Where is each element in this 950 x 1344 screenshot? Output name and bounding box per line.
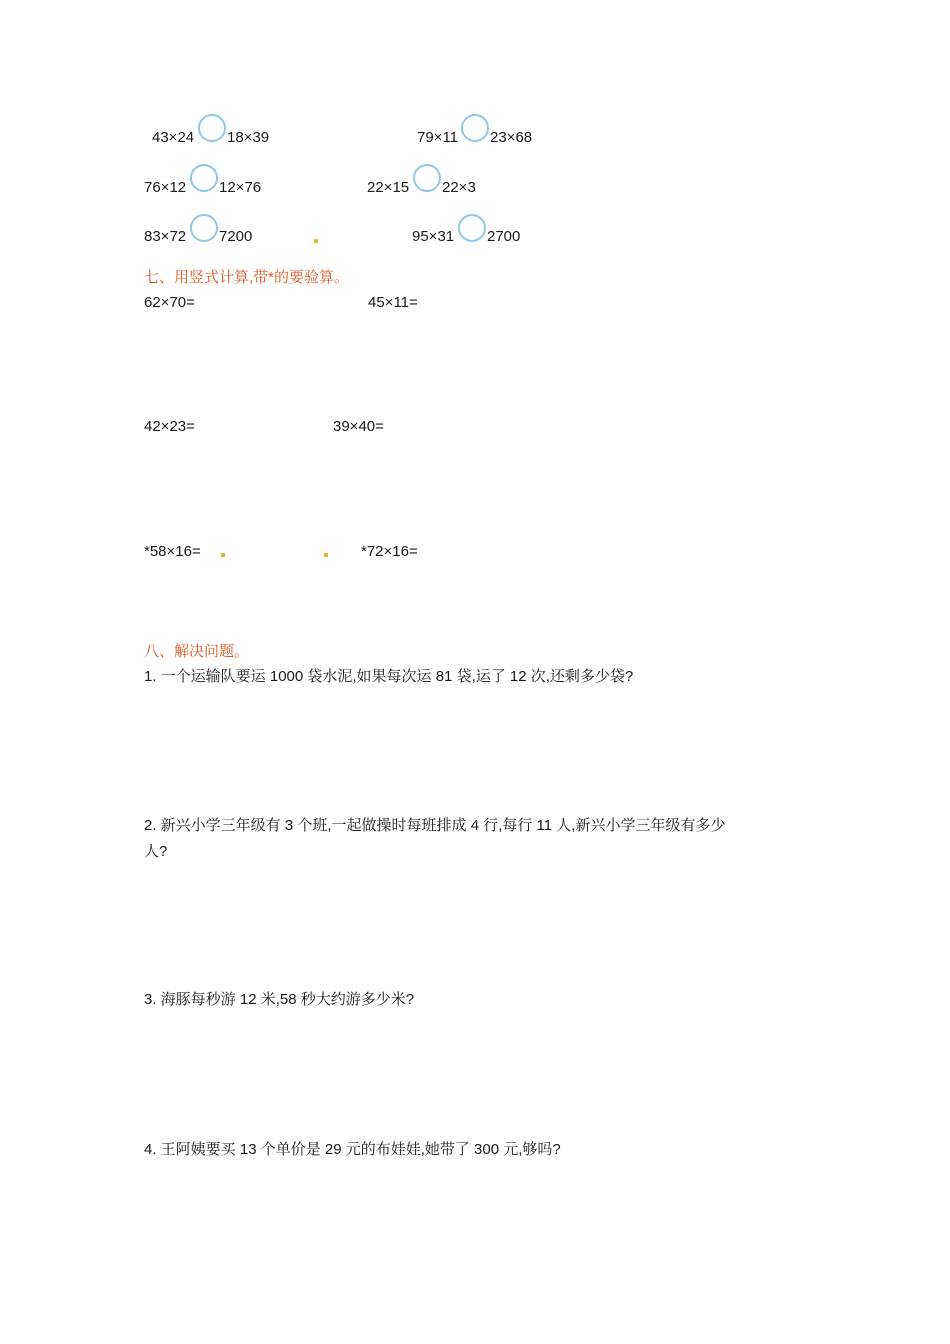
compare-right-expr: 18×39 <box>227 129 270 146</box>
compare-left-expr: 79×11 <box>417 129 459 146</box>
word-problem-3: 3. 海豚每秒游 12 米,58 秒大约游多少米? <box>144 991 415 1008</box>
compare-left-expr: 95×31 <box>412 228 455 245</box>
section-8-heading: 八、解决问题。 <box>144 643 250 660</box>
word-problem-4: 4. 王阿姨要买 13 个单价是 29 元的布娃娃,她带了 300 元,够吗? <box>144 1141 561 1158</box>
decorative-dot <box>314 239 318 243</box>
calc-problem: 45×11= <box>368 294 418 311</box>
compare-left-expr: 43×24 <box>152 129 195 146</box>
compare-answer-circle[interactable] <box>413 164 441 192</box>
calc-problem: *72×16= <box>361 543 418 560</box>
section-7-heading: 七、用竖式计算,带*的要验算。 <box>144 269 350 286</box>
calc-problem: 39×40= <box>333 418 384 435</box>
compare-answer-circle[interactable] <box>190 214 218 242</box>
compare-left-expr: 76×12 <box>144 179 187 196</box>
compare-right-expr: 2700 <box>487 228 521 245</box>
compare-right-expr: 23×68 <box>490 129 533 146</box>
decorative-dot <box>221 553 225 557</box>
compare-answer-circle[interactable] <box>190 164 218 192</box>
compare-answer-circle[interactable] <box>461 114 489 142</box>
calc-problem: 42×23= <box>144 418 195 435</box>
compare-right-expr: 7200 <box>219 228 253 245</box>
compare-answer-circle[interactable] <box>458 214 486 242</box>
word-problem-1: 1. 一个运输队要运 1000 袋水泥,如果每次运 81 袋,运了 12 次,还剩多少袋? <box>144 668 634 685</box>
calc-problem: *58×16= <box>144 543 201 560</box>
compare-right-expr: 12×76 <box>219 179 262 196</box>
compare-right-expr: 22×3 <box>442 179 476 196</box>
compare-answer-circle[interactable] <box>198 114 226 142</box>
word-problem-2-continued: 人? <box>144 843 168 860</box>
word-problem-2: 2. 新兴小学三年级有 3 个班,一起做操时每班排成 4 行,每行 11 人,新兴小学三年级有多少 <box>144 817 726 834</box>
compare-left-expr: 22×15 <box>367 179 410 196</box>
calc-problem: 62×70= <box>144 294 195 311</box>
decorative-dot <box>324 553 328 557</box>
compare-left-expr: 83×72 <box>144 228 187 245</box>
